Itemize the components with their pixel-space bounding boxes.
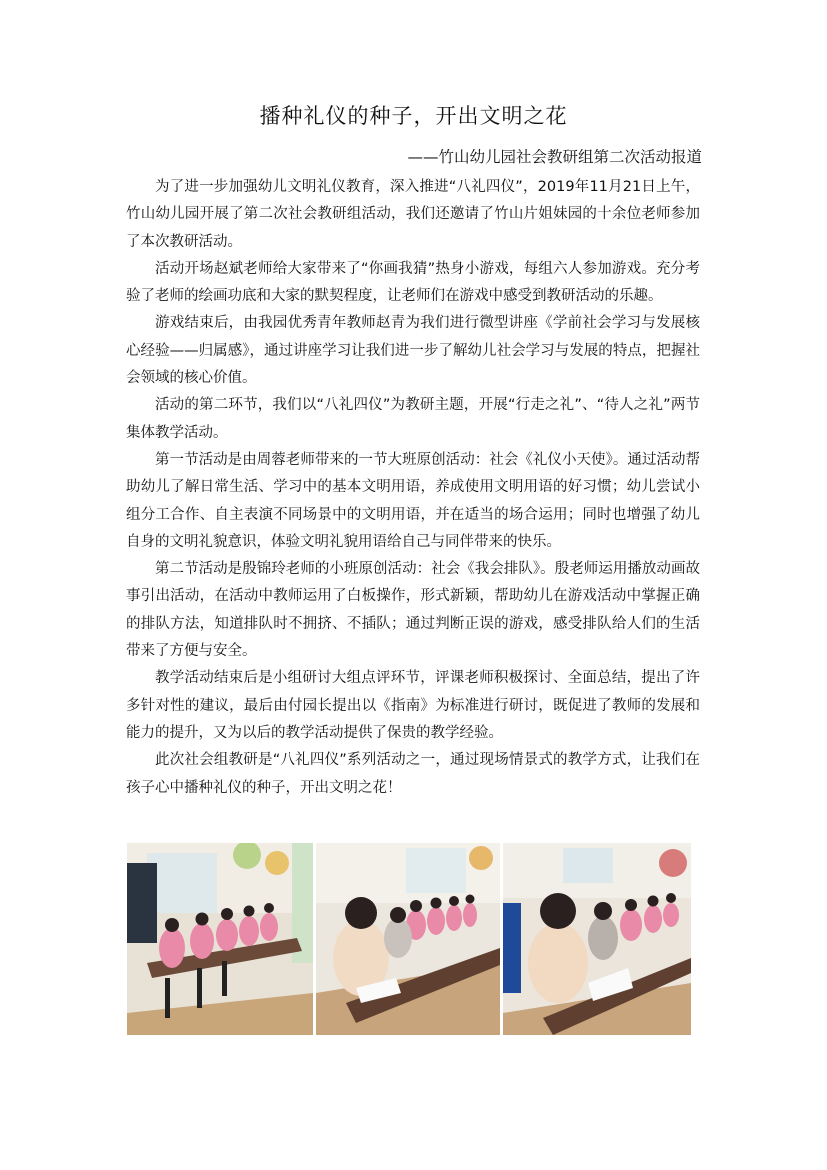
- photo-teachers-row-right: [503, 843, 691, 1035]
- document-body: [126, 174, 700, 802]
- document-subtitle: ——竹山幼儿园社会教研组第二次活动报道: [407, 148, 702, 166]
- photo-teachers-row-middle: [316, 843, 500, 1035]
- photo-teachers-row-left: [127, 843, 313, 1035]
- paragraph-2: 活动开场赵斌老师给大家带来了“你画我猜”热身小游戏，每组六人参加游戏。充分考验了老师的绘画功底和大家的默契程度，让老师们在游戏中感受到教研活动的乐趣。: [126, 260, 700, 305]
- paragraph-5: 第一节活动是由周蓉老师带来的一节大班原创活动：社会《礼仪小天使》。通过活动帮助幼儿了解日常生活、学习中的基本文明用语，养成使用文明用语的好习惯；幼儿尝试小组分工合作、自主表演不同场景中的文明用语，并在适当的场合运用；同时也增强了幼儿自身的文明礼貌意识，体验文明礼貌用语给自己与同伴带来的快乐。: [126, 451, 700, 550]
- photo-strip: [127, 843, 691, 1035]
- paragraph-6: 第二节活动是殷锦玲老师的小班原创活动：社会《我会排队》。殷老师运用播放动画故事引出活动，在活动中教师运用了白板操作，形式新颖，帮助幼儿在游戏活动中掌握正确的排队方法，知道排队时不拥挤、不插队；通过判断正误的游戏，感受排队给人们的生活带来了方便与安全。: [126, 561, 700, 660]
- paragraph-1: 为了进一步加强幼儿文明礼仪教育，深入推进“八礼四仪”，2019年11月21日上午，竹山幼儿园开展了第二次社会教研组活动，我们还邀请了竹山片姐妹园的十余位老师参加了本次教研活动。: [126, 179, 700, 250]
- paragraph-4: 活动的第二环节，我们以“八礼四仪”为教研主题，开展“行走之礼”、“待人之礼”两节集体教学活动。: [126, 397, 700, 441]
- paragraph-8: 此次社会组教研是“八礼四仪”系列活动之一，通过现场情景式的教学方式，让我们在孩子心中播种礼仪的种子，开出文明之花！: [126, 752, 700, 796]
- paragraph-7: 教学活动结束后是小组研讨大组点评环节，评课老师积极探讨、全面总结，提出了许多针对性的建议，最后由付园长提出以《指南》为标准进行研讨，既促进了教师的发展和能力的提升，又为以后的教学活动提供了保贵的教学经验。: [126, 670, 700, 741]
- document-title: 播种礼仪的种子，开出文明之花: [259, 104, 568, 128]
- paragraph-3: 游戏结束后，由我园优秀青年教师赵青为我们进行微型讲座《学前社会学习与发展核心经验——归属感》，通过讲座学习让我们进一步了解幼儿社会学习与发展的特点，把握社会领域的核心价值。: [126, 315, 700, 387]
